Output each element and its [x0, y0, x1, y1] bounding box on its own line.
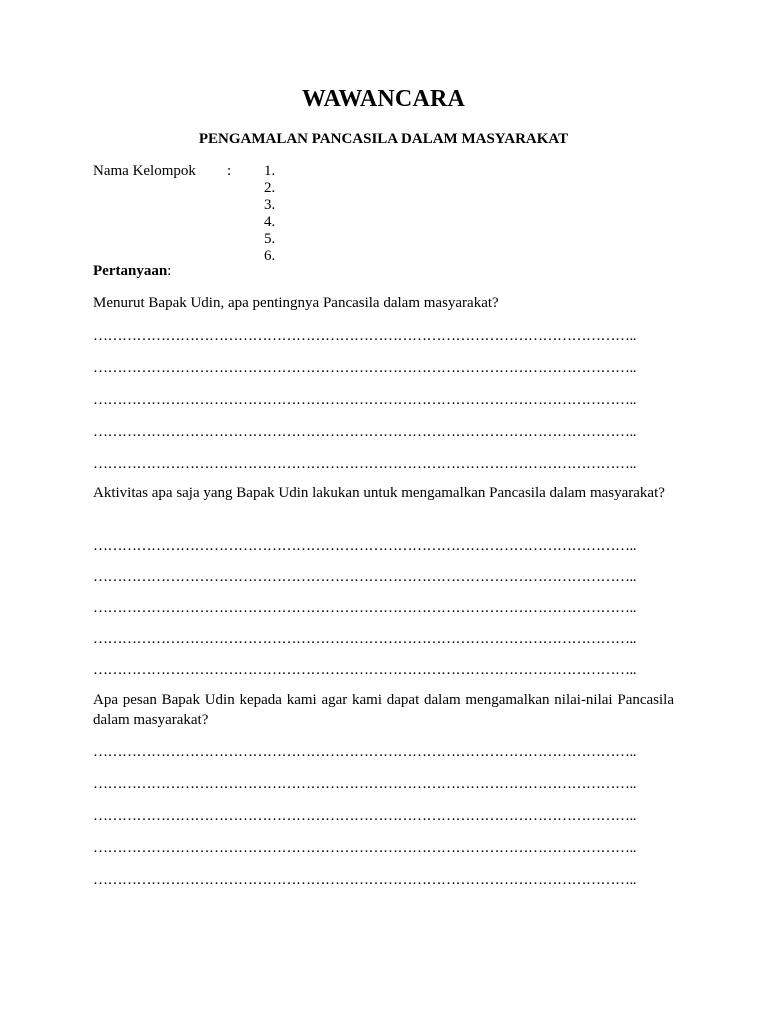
group-member-number: 5. [264, 231, 276, 247]
question-2: Aktivitas apa saja yang Bapak Udin lakukan untuk mengamalkan Pancasila dalam masyarakat? [93, 485, 665, 501]
answer-line: ………………………………………………………………………………………………….. [93, 569, 636, 585]
answer-line: ………………………………………………………………………………………………….. [93, 662, 636, 678]
group-member-list [264, 163, 275, 265]
document-subtitle: PENGAMALAN PANCASILA DALAM MASYARAKAT [198, 131, 569, 147]
answer-line: ………………………………………………………………………………………………….. [93, 600, 636, 616]
answer-line: ………………………………………………………………………………………………….. [93, 872, 636, 888]
answer-line: ………………………………………………………………………………………………….. [93, 392, 636, 408]
answer-line: ………………………………………………………………………………………………….. [93, 744, 636, 760]
questions-heading-colon: : [167, 263, 172, 279]
answer-line: ………………………………………………………………………………………………….. [93, 776, 636, 792]
group-member-number: 1. [264, 163, 276, 179]
answer-line: ………………………………………………………………………………………………….. [93, 360, 636, 376]
answer-line: ………………………………………………………………………………………………….. [93, 456, 636, 472]
group-member-number: 4. [264, 214, 276, 230]
group-colon: : [227, 163, 232, 179]
answer-line: ………………………………………………………………………………………………….. [93, 631, 636, 647]
questions-heading-label: Pertanyaan [93, 263, 168, 279]
group-member-number: 6. [264, 248, 276, 264]
group-member-number: 2. [264, 180, 276, 196]
answer-line: ………………………………………………………………………………………………….. [93, 424, 636, 440]
answer-line: ………………………………………………………………………………………………….. [93, 538, 636, 554]
answer-line: ………………………………………………………………………………………………….. [93, 328, 636, 344]
question-1: Menurut Bapak Udin, apa pentingnya Pancasila dalam masyarakat? [93, 295, 499, 311]
document-title: WAWANCARA [301, 86, 466, 112]
questions-heading [93, 263, 171, 280]
question-3: Apa pesan Bapak Udin kepada kami agar kami dapat dalam mengamalkan nilai-nilai Pancasila dalam masyarakat? [93, 692, 674, 728]
group-member-number: 3. [264, 197, 276, 213]
answer-line: ………………………………………………………………………………………………….. [93, 808, 636, 824]
group-label: Nama Kelompok [93, 163, 196, 179]
document-page [93, 0, 674, 1024]
answer-line: ………………………………………………………………………………………………….. [93, 840, 636, 856]
